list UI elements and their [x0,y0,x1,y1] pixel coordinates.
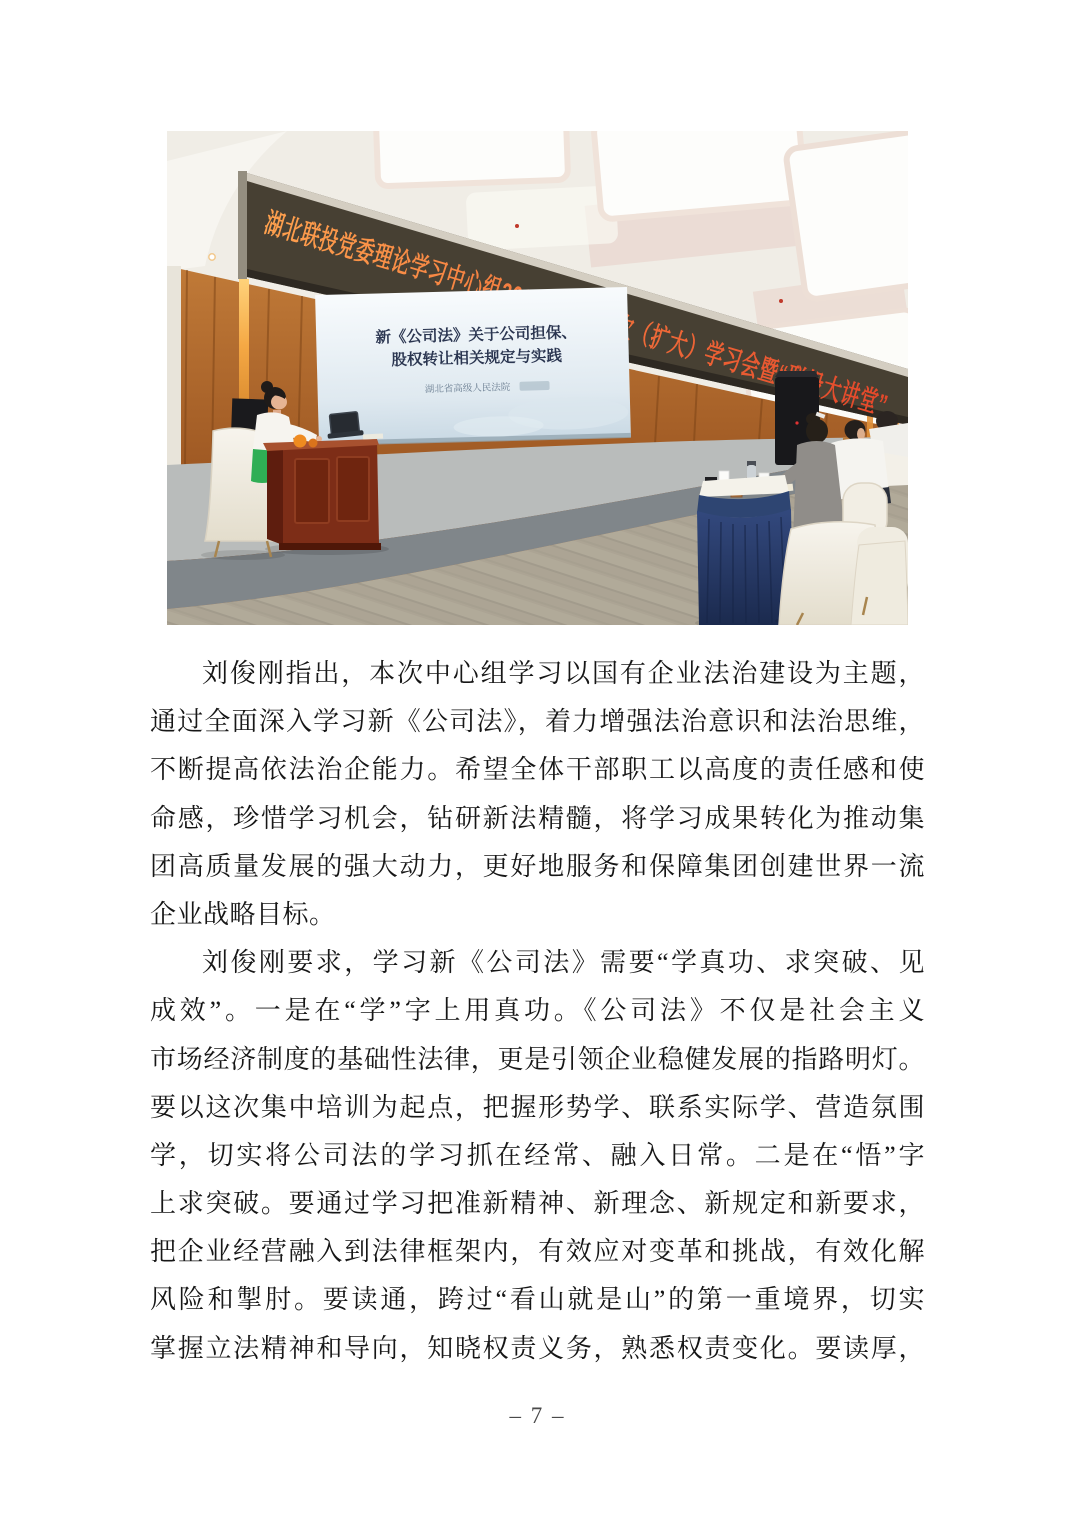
page-footer [150,1403,925,1429]
text-line: 刘俊刚要求，学习新《公司法》需要“学真功、求突破、见 [202,948,925,978]
led-banner-end-cap [238,171,247,279]
paragraph-1 [150,650,925,939]
navy-table [695,461,795,625]
text-line: 市场经济制度的基础性法律，更是引领企业稳健发展的指路明灯。 [150,1044,925,1074]
text-line: 学，切实将公司法的学习抓在经常、融入日常。二是在“悟”字 [150,1140,925,1170]
conference-lecture-photo [167,131,908,625]
text-line: 把企业经营融入到法律框架内，有效应对变革和挑战，有效化解 [150,1237,925,1267]
text-line: 刘俊刚指出，本次中心组学习以国有企业法治建设为主题， [202,659,925,688]
text-line: 不断提高依法治企能力。希望全体干部职工以高度的责任感和使 [150,755,925,785]
text-line: 通过全面深入学习新《公司法》，着力增强法治意识和法治思维， [150,707,925,737]
wall-light-strip [239,279,249,414]
article-body [150,650,925,1373]
lectern [263,439,381,550]
screen-title-line2: 股权转让相关规定与实践 [391,347,563,370]
text-line: 掌握立法精神和导向，知晓权责义务，熟悉权责变化。要读厚， [150,1333,925,1363]
projection-screen [315,287,631,446]
text-line: 企业战略目标。 [150,899,336,929]
text-line: 风险和掣肘。要读通，跨过“看山就是山”的第一重境界，切实 [150,1285,925,1315]
papers [363,433,383,439]
left-wall-edge [167,266,181,486]
text-line: 命感，珍惜学习机会，钻研新法精髓，将学习成果转化为推动集 [150,803,925,833]
laptop [325,411,363,439]
audience-chair-far [851,527,908,625]
conference-room-scene [167,131,908,625]
text-line: 团高质量发展的强大动力，更好地服务和保障集团创建世界一流 [150,851,925,881]
paragraph-2 [150,939,925,1373]
text-line: 成效”。一是在“学”字上用真功。《公司法》不仅是社会主义 [150,996,925,1026]
screen-subtitle-name-blur [519,381,549,391]
ceiling-red-dot [779,299,783,303]
microphone-foam [309,439,318,448]
text-line: 上求突破。要通过学习把准新精神、新理念、新规定和新要求， [150,1189,925,1219]
screen-subtitle: 湖北省高级人民法院 [424,383,511,396]
page-number: – 7 – [509,1402,566,1428]
microphone-foam [294,435,307,448]
screen-title-line1: 新《公司法》关于公司担保、 [375,324,578,347]
ceiling-red-dot [515,224,519,228]
text-line: 要以这次集中培训为起点，把握形势学、联系实际学、营造氛围 [150,1092,925,1122]
